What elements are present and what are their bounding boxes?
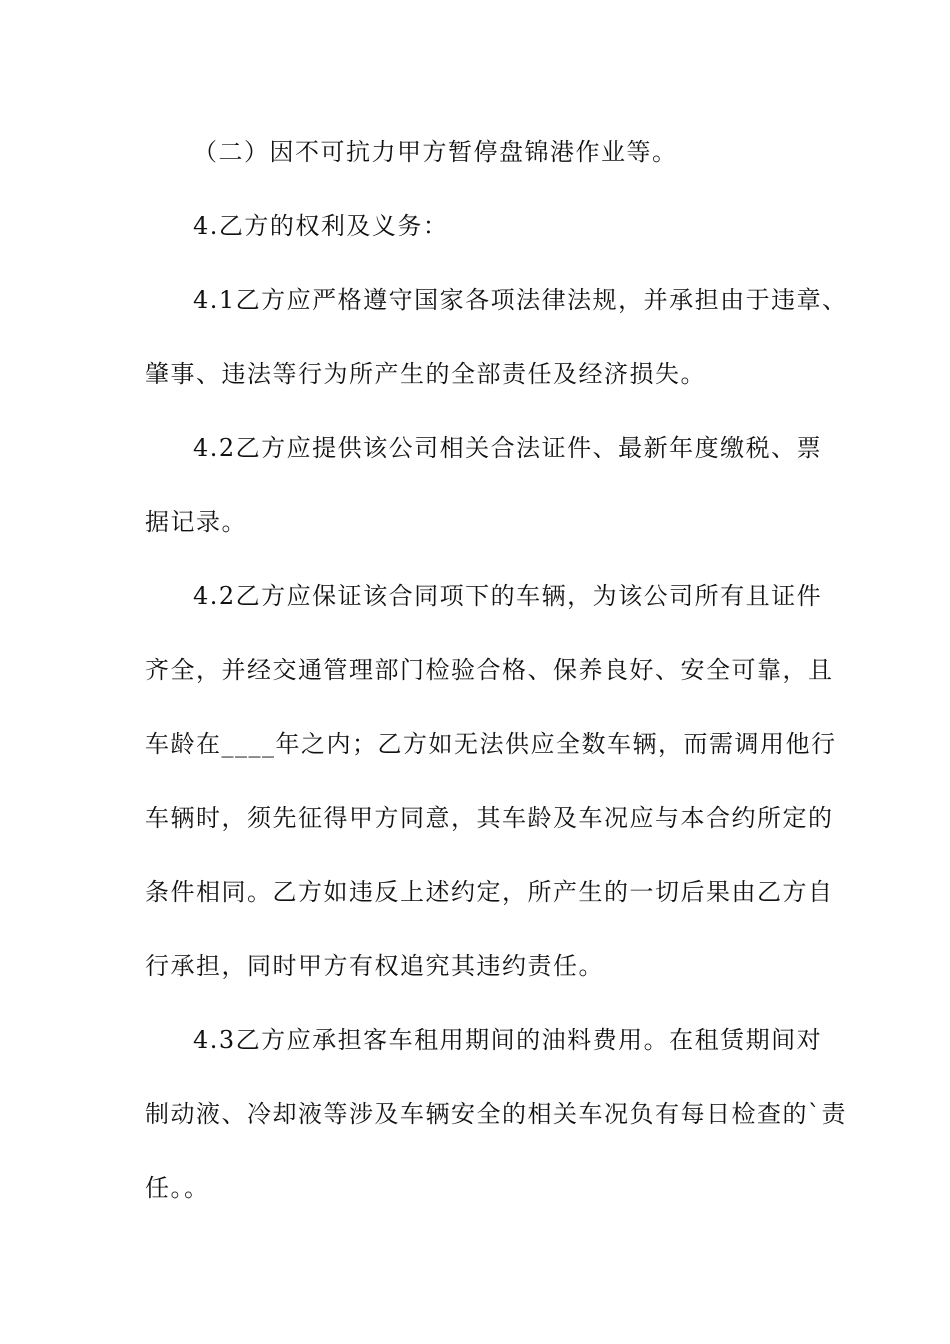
clause-4-2a-line-1: 4.2乙方应提供该公司相关合法证件、最新年度缴税、票 bbox=[193, 434, 823, 462]
clause-4-2b-line-3: 车龄在____年之内；乙方如无法供应全数车辆，而需调用他行 bbox=[145, 730, 837, 758]
clause-4-2b-line-4: 车辆时，须先征得甲方同意，其车龄及车况应与本合约所定的 bbox=[145, 804, 834, 832]
paragraph-line-force-majeure: （二）因不可抗力甲方暂停盘锦港作业等。 bbox=[193, 138, 678, 166]
section-heading-party-b-rights: 4.乙方的权利及义务： bbox=[193, 212, 449, 240]
clause-4-3-line-3: 任。。 bbox=[145, 1174, 210, 1202]
clause-4-2b-line-5: 条件相同。乙方如违反上述约定，所产生的一切后果由乙方自 bbox=[145, 878, 834, 906]
clause-4-2b-line-1: 4.2乙方应保证该合同项下的车辆，为该公司所有且证件 bbox=[193, 582, 823, 610]
clause-4-1-line-1: 4.1乙方应严格遵守国家各项法律法规，并承担由于违章、 bbox=[193, 286, 848, 314]
clause-4-2a-line-2: 据记录。 bbox=[145, 508, 247, 536]
clause-4-2b-line-2: 齐全，并经交通管理部门检验合格、保养良好、安全可靠，且 bbox=[145, 656, 834, 684]
clause-4-3-line-2: 制动液、冷却液等涉及车辆安全的相关车况负有每日检查的`责 bbox=[145, 1100, 847, 1128]
clause-4-2b-line-6: 行承担，同时甲方有权追究其违约责任。 bbox=[145, 952, 604, 980]
clause-4-3-line-1: 4.3乙方应承担客车租用期间的油料费用。在租赁期间对 bbox=[193, 1026, 823, 1054]
clause-4-1-line-2: 肇事、违法等行为所产生的全部责任及经济损失。 bbox=[145, 360, 706, 388]
